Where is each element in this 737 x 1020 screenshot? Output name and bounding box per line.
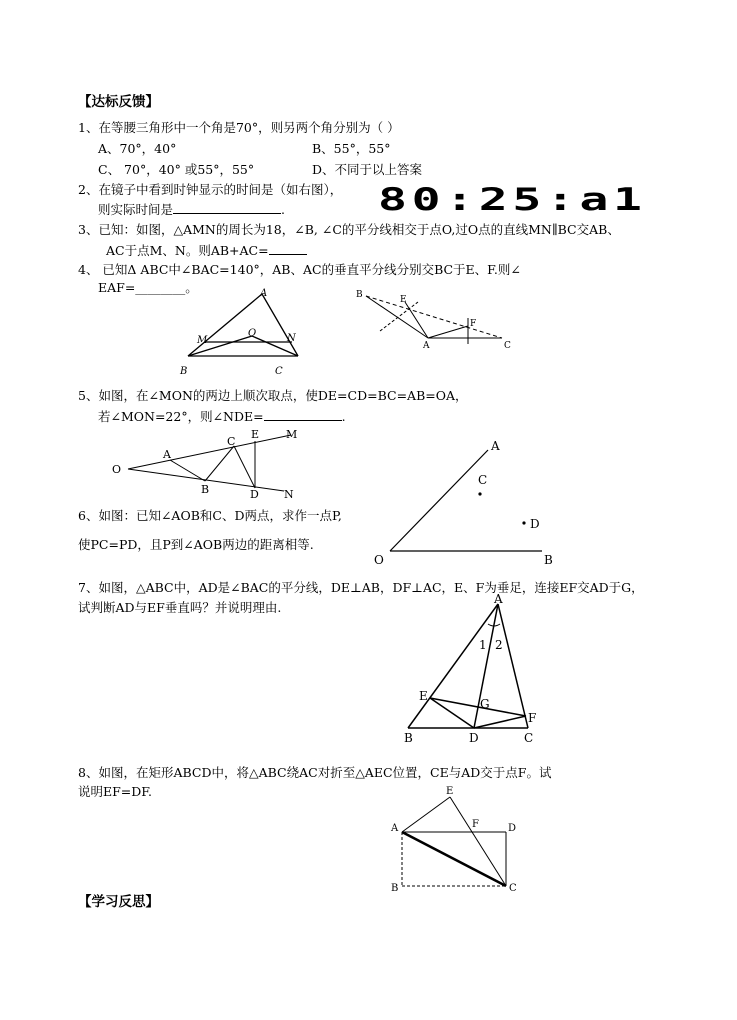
q3-label-c: C xyxy=(275,366,283,377)
q5-label-a: A xyxy=(163,448,171,461)
q2-line2-end: . xyxy=(281,202,285,217)
q7-label-d: D xyxy=(469,731,479,745)
q8-label-b: B xyxy=(391,883,399,894)
q7-label-2: 2 xyxy=(495,638,503,652)
q3-line2 xyxy=(106,242,307,259)
q5-label-n: N xyxy=(284,488,294,501)
q6-figure-angle xyxy=(370,436,560,570)
q8-label-e: E xyxy=(446,786,454,797)
q6-label-o: O xyxy=(374,553,384,567)
q4-line1: 4、 已知Δ ABC中∠BAC=140°，AB、AC的垂直平分线分别交BC于E、F.则∠ xyxy=(78,262,521,277)
q5-answer-blank xyxy=(264,408,342,421)
q3-figure-triangle xyxy=(180,288,310,378)
q5-label-d: D xyxy=(250,488,259,501)
q5-line2-end: . xyxy=(341,409,346,424)
q2-line2-text: 则实际时间是 xyxy=(98,202,174,217)
q6-line1: 6、如图：已知∠AOB和C、D两点，求作一点P, xyxy=(78,508,342,523)
q4-label-f: F xyxy=(470,319,477,329)
q2-line1: 2、在镜子中看到时钟显示的时间是（如右图）， xyxy=(78,182,343,197)
q1-option-b: B、55°，55° xyxy=(312,141,391,156)
q1-option-a: A、70°，40° xyxy=(98,141,177,156)
q5-line1: 5、如图，在∠MON的两边上顺次取点，使DE=CD=BC=AB=OA， xyxy=(78,388,468,403)
mirror-clock-display xyxy=(378,182,647,218)
q3-label-b: B xyxy=(180,366,188,377)
q7-line2: 试判断AD与EF垂直吗？并说明理由. xyxy=(78,600,282,615)
q3-line2-text: AC于点M、N。则AB+AC= xyxy=(106,243,269,258)
q4-line2: EAF=________。 xyxy=(98,280,198,295)
clock-digits: 80:25:a1 xyxy=(378,182,647,218)
q6-label-b: B xyxy=(544,553,553,567)
q5-label-e: E xyxy=(251,428,260,441)
q7-label-g: G xyxy=(480,697,490,711)
q6-point-d xyxy=(522,521,525,524)
q4-label-c: C xyxy=(504,341,511,351)
q1-stem: 1、在等腰三角形中一个角是70°，则另两个角分别为（ ） xyxy=(78,120,400,135)
q5-line2-text: 若∠MON=22°，则∠NDE= xyxy=(98,409,264,424)
q4-label-a: A xyxy=(423,341,430,351)
q1-option-c: C、 70°，40° 或55°，55° xyxy=(98,162,255,177)
q3-answer-blank xyxy=(269,242,307,255)
q6-point-c xyxy=(478,492,481,495)
q1-option-d: D、不同于以上答案 xyxy=(312,162,423,177)
q6-label-a: A xyxy=(491,439,500,453)
q4-figure-triangle xyxy=(350,286,520,382)
q3-label-a: A xyxy=(260,288,268,299)
q5-label-c: C xyxy=(227,435,236,448)
q7-label-a: A xyxy=(494,592,503,606)
q5-label-b: B xyxy=(201,483,210,496)
q5-line2 xyxy=(98,408,346,425)
q6-label-d: D xyxy=(530,517,540,531)
q7-label-1: 1 xyxy=(479,638,487,652)
q8-line1: 8、如图，在矩形ABCD中，将△ABC绕AC对折至△AEC位置，CE与AD交于点F。试 xyxy=(78,765,552,780)
q7-figure-triangle xyxy=(396,590,546,746)
q4-label-e: E xyxy=(400,295,407,305)
q2-answer-blank xyxy=(173,201,281,214)
q3-label-o: O xyxy=(248,328,257,339)
q8-label-d: D xyxy=(508,823,517,834)
q3-line1: 3、已知：如图，△AMN的周长为18，∠B, ∠C的平分线相交于点O,过O点的直线MN∥BC交AB、 xyxy=(78,222,620,237)
q6-line2: 使PC=PD，且P到∠AOB两边的距离相等. xyxy=(78,537,314,552)
q5-figure-angle xyxy=(108,424,308,506)
q8-label-c: C xyxy=(509,883,517,894)
q8-figure-rectangle xyxy=(388,782,528,894)
q5-label-o: O xyxy=(112,463,122,476)
q7-label-f: F xyxy=(528,711,537,725)
reflection-header: 【学习反思】 xyxy=(78,894,159,910)
q4-label-b: B xyxy=(356,290,363,300)
q7-label-c: C xyxy=(524,731,534,745)
q3-label-n: N xyxy=(287,333,296,344)
q2-line2 xyxy=(98,201,285,218)
q7-label-e: E xyxy=(419,689,428,703)
q7-line1: 7、如图，△ABC中，AD是∠BAC的平分线，DE⊥AB，DF⊥AC，E、F为垂足，连接EF交AD于G， xyxy=(78,580,644,595)
q7-label-b: B xyxy=(404,731,413,745)
q8-label-a: A xyxy=(391,823,399,834)
q8-label-f: F xyxy=(472,819,479,830)
q3-label-m: M xyxy=(197,335,208,346)
q8-line2: 说明EF=DF. xyxy=(78,784,152,799)
q5-label-m: M xyxy=(286,428,298,441)
q6-label-c: C xyxy=(478,473,488,487)
feedback-header: 【达标反馈】 xyxy=(78,94,159,110)
